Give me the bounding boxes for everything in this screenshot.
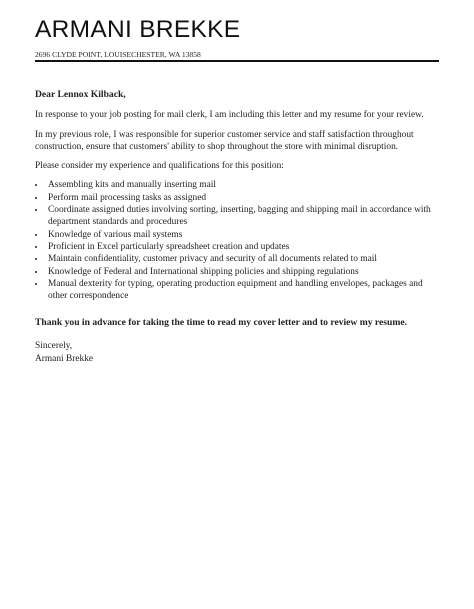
list-item: • Proficient in Excel particularly spreadsheet creation and updates: [46, 241, 439, 253]
list-item: • Coordinate assigned duties involving sorting, inserting, bagging and shipping mail in accordance with department standards and procedures: [46, 204, 439, 229]
list-item: • Knowledge of various mail systems: [46, 229, 439, 241]
experience-paragraph: In my previous role, I was responsible for superior customer service and staff satisfaction throughout construction, ensure that customers' ability to shop throughout the store with minimal disruption.: [35, 129, 414, 152]
applicant-name: ARMANI BREKKE: [35, 16, 241, 43]
letter-body: [35, 89, 439, 365]
list-item: • Manual dexterity for typing, operating production equipment and handling envelopes, packages and other correspondence: [46, 278, 439, 303]
list-item: • Assembling kits and manually inserting mail: [46, 179, 439, 191]
signoff: Sincerely,: [35, 341, 73, 352]
qualifications-intro: Please consider my experience and qualifications for this position:: [35, 161, 284, 172]
list-item: • Perform mail processing tasks as assigned: [46, 192, 439, 204]
closing-statement: Thank you in advance for taking the time to read my cover letter and to review my resume.: [35, 317, 407, 329]
letter-header: [35, 16, 439, 60]
list-item: • Maintain confidentiality, customer privacy and security of all documents related to mail: [46, 253, 439, 265]
intro-paragraph: In response to your job posting for mail clerk, I am including this letter and my resume for your review.: [35, 110, 424, 121]
qualifications-list: [35, 179, 439, 302]
salutation: Dear Lennox Kilback,: [35, 89, 126, 100]
list-item: • Knowledge of Federal and International shipping policies and shipping regulations: [46, 266, 439, 278]
signature-name: Armani Brekke: [35, 353, 94, 364]
applicant-address: 2696 CLYDE POINT, LOUISECHESTER, WA 13858: [35, 50, 201, 59]
header-divider: [35, 60, 439, 62]
